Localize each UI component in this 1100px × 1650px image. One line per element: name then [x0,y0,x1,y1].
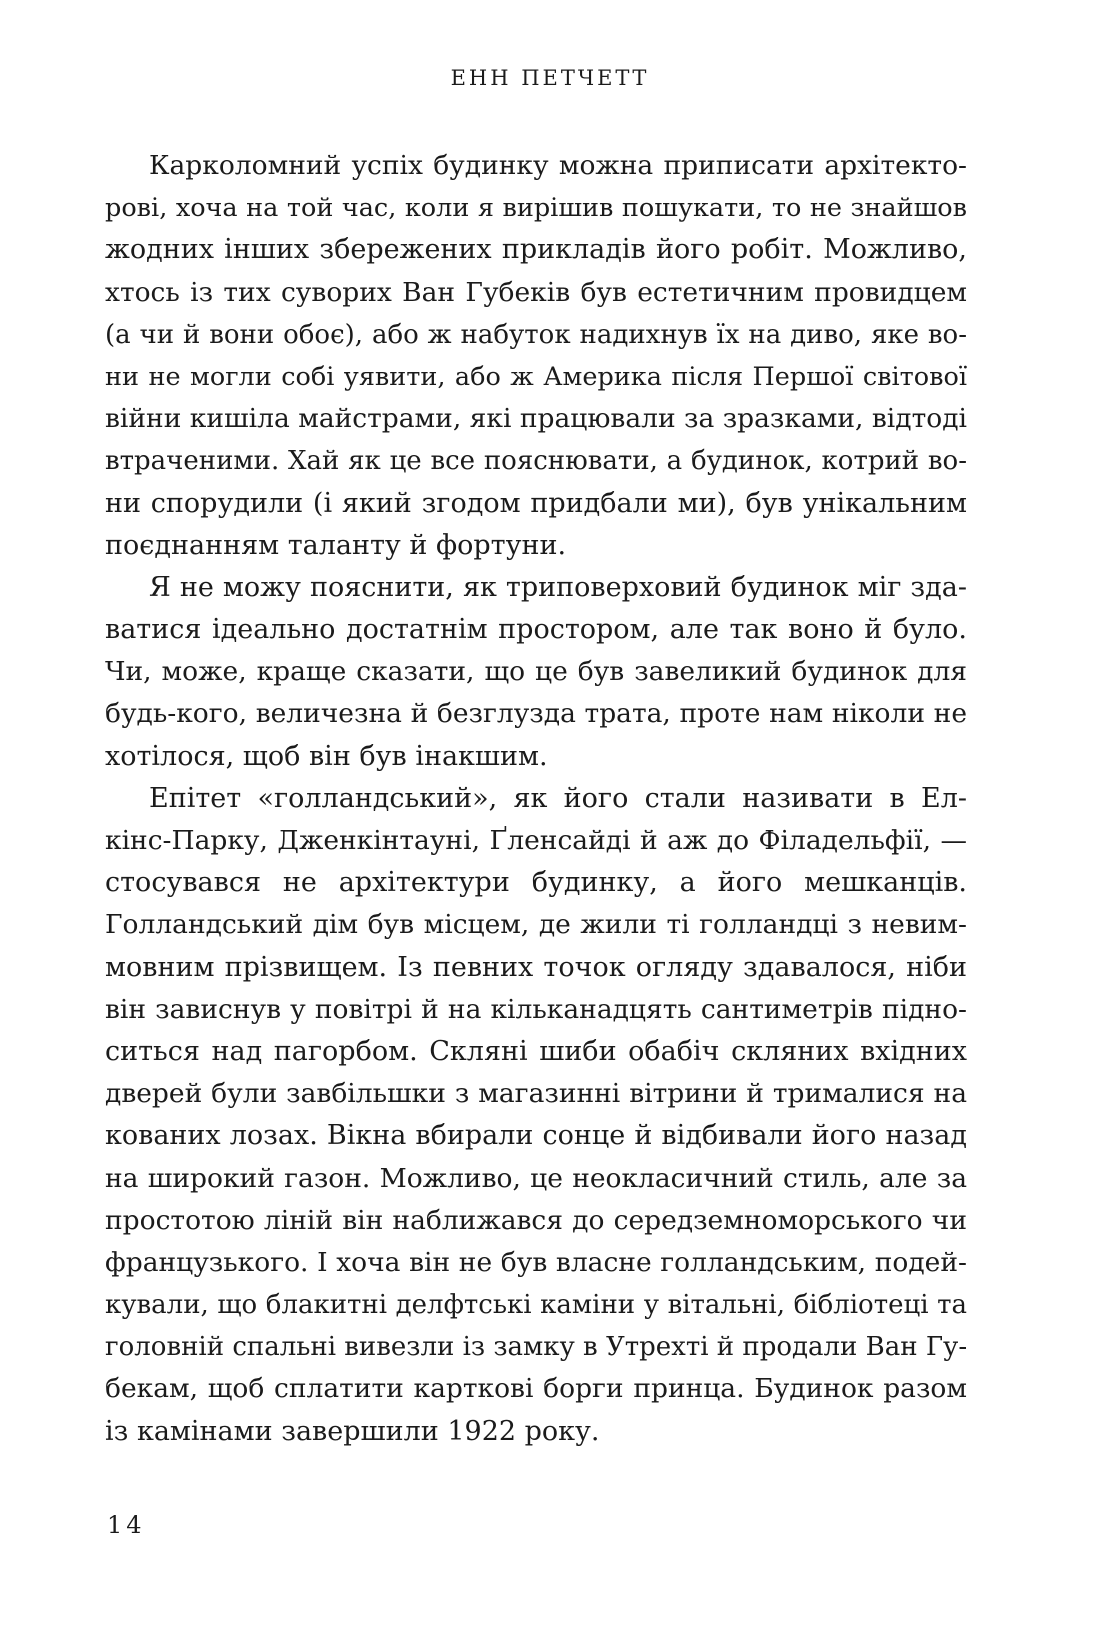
text-line: головній спальні вивезли із замку в Утрехті й продали Ван Гу- [105,1332,967,1363]
text-line: дверей були завбільшки з магазинні вітрини й трималися на [105,1078,967,1110]
text-line: бекам, щоб сплатити карткові борги принца. Будинок разом [105,1373,967,1405]
text-line: із камінами завершили 1922 року. [105,1415,600,1447]
text-line: рові, хоча на той час, коли я вирішив пошукати, то не знайшов [105,193,967,224]
body-text [105,145,967,1453]
text-line: хотілося, щоб він був інакшим. [105,740,548,772]
text-line: стосувався не архітектури будинку, а його мешканців. [105,867,967,899]
page-number: 14 [107,1511,146,1539]
text-line: Карколомний успіх будинку можна приписати архітекто- [149,150,967,181]
text-line: будь-кого, величезна й безглузда трата, проте нам ніколи не [105,698,967,730]
text-line: ситься над пагорбом. Скляні шиби обабіч скляних вхідних [105,1035,967,1067]
text-line: Я не можу пояснити, як триповерховий будинок міг зда- [149,571,967,603]
text-line: французького. І хоча він не був власне голландським, подей- [105,1246,967,1278]
text-line: ватися ідеально достатнім простором, але так воно й було. [105,614,967,646]
text-line: ни спорудили (і який згодом придбали ми), був унікальним [105,487,967,519]
text-line: Голландський дім був місцем, де жили ті голландці з невим- [105,909,967,941]
text-line: війни кишіла майстрами, які працювали за зразками, відтоді [105,403,967,435]
text-line: ни не могли собі уявити, або ж Америка після Першої світової [105,361,967,392]
text-line: на широкий газон. Можливо, це неокласичний стиль, але за [105,1162,967,1194]
text-line: (а чи й вони обоє), або ж набуток надихнув їх на диво, яке во- [105,319,967,350]
text-line: простотою ліній він наближався до середземноморського чи [105,1204,967,1236]
text-line: кінс-Парку, Дженкінтауні, Ґленсайді й аж до Філадельфії, — [105,825,967,856]
text-line: хтось із тих суворих Ван Губеків був естетичним провидцем [105,276,967,308]
text-line: Чи, може, краще сказати, що це був завеликий будинок для [105,656,967,688]
text-line: кували, що блакитні делфтські каміни у вітальні, бібліотеці та [105,1290,967,1321]
text-line: він зависнув у повітрі й на кільканадцять сантиметрів підно- [105,993,967,1025]
text-line: Епітет «голландський», як його стали називати в Ел- [149,782,967,814]
text-line: жодних інших збережених прикладів його робіт. Можливо, [105,234,967,266]
text-line: мовним прізвищем. Із певних точок огляду здавалося, ніби [105,951,967,983]
text-line: кованих лозах. Вікна вбирали сонце й відбивали його назад [105,1120,967,1152]
text-line: втраченими. Хай як це все пояснювати, а будинок, котрий во- [105,446,967,477]
running-head: ЕНН ПЕТЧЕТТ [450,66,650,90]
text-line: поєднанням таланту й фортуни. [105,529,567,561]
